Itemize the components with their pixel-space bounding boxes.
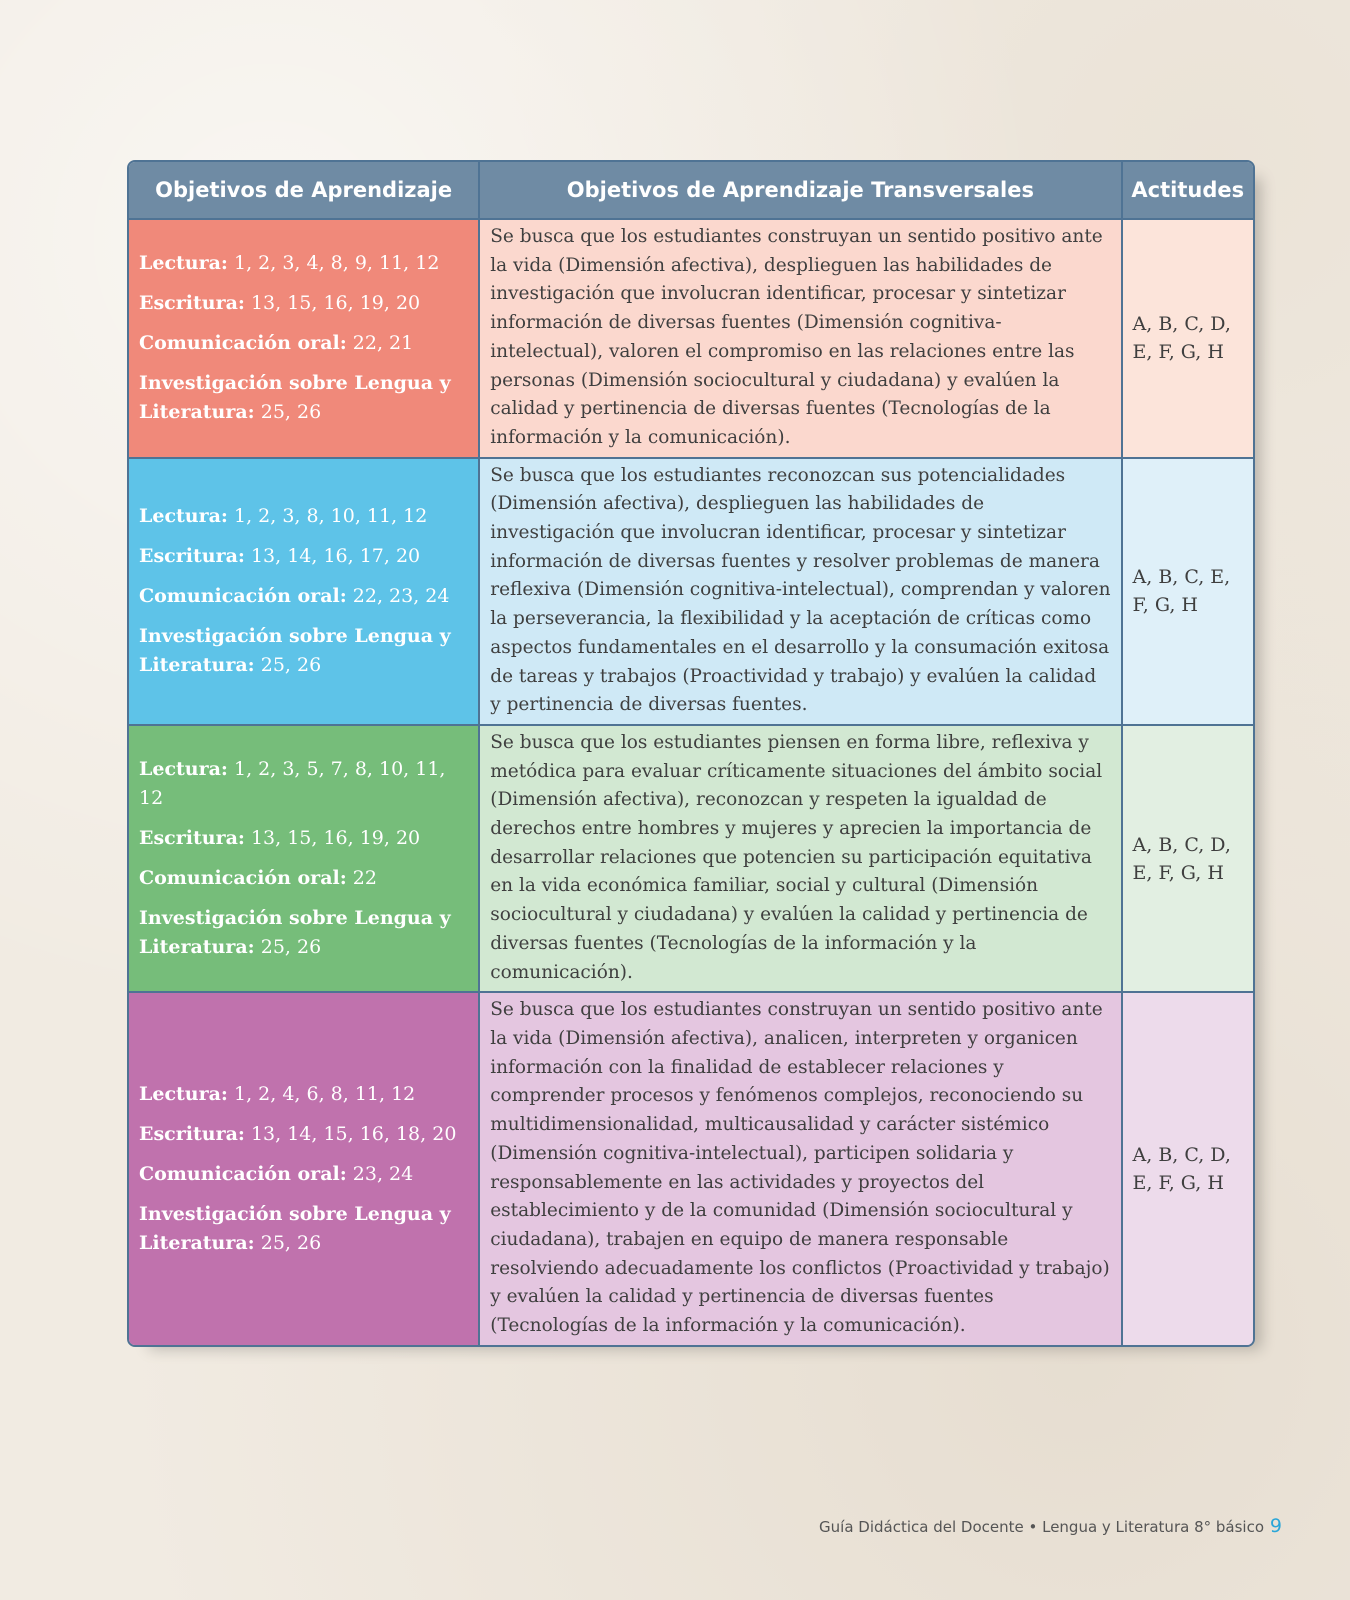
header-oat: Objetivos de Aprendizaje Transversales <box>479 162 1121 219</box>
oa-line-lectura: Lectura: 1, 2, 3, 5, 7, 8, 10, 11, 12 <box>139 758 446 810</box>
oa-line-escritura: Escritura: 13, 14, 16, 17, 20 <box>139 545 421 568</box>
attitudes-text: A, B, C, D, E, F, G, H <box>1132 313 1231 364</box>
oa-line-investigacion: Investigación sobre Lengua y Literatura: 25, 26 <box>139 1203 451 1254</box>
oa-line-investigacion: Investigación sobre Lengua y Literatura: 25, 26 <box>139 907 451 959</box>
oa-line-lectura: Lectura: 1, 2, 4, 6, 8, 11, 12 <box>139 1083 416 1105</box>
oa-line-comunicacion-oral: Comunicación oral: 23, 24 <box>139 1163 414 1185</box>
objectives-table-container <box>127 160 1255 1347</box>
table-row <box>129 725 1253 992</box>
header-oa: Objetivos de Aprendizaje <box>129 162 479 219</box>
oa-line-investigacion: Investigación sobre Lengua y Literatura: 25, 26 <box>139 372 451 424</box>
attitudes-cell <box>1122 725 1253 992</box>
attitudes-cell <box>1122 458 1253 725</box>
oa-line-comunicacion-oral: Comunicación oral: 22 <box>139 867 377 890</box>
oa-line-comunicacion-oral: Comunicación oral: 22, 23, 24 <box>139 585 450 608</box>
table-row <box>129 219 1253 458</box>
oa-cell <box>129 992 479 1344</box>
oa-line-escritura: Escritura: 13, 15, 16, 19, 20 <box>139 292 421 315</box>
oat-text: Se busca que los estudiantes piensen en forma libre, reflexiva y metódica para evaluar críticamente situaciones del ámbito social (Dimensión afectiva), reconozcan y respeten la igualdad de derechos entre hombres y mujeres y aprecien la importancia de desarrollar relaciones que potencien su participación equitativa en la vida económica familiar, social y cultural (Dimensión sociocultural y ciudadana) y evalúen la calidad y pertinencia de diversas fuentes (Tecnologías de la información y la comunicación). <box>490 731 1103 983</box>
oat-text: Se busca que los estudiantes reconozcan sus potencialidades (Dimensión afectiva), desplieguen las habilidades de investigación que involucran identificar, procesar y sintetizar información de diversas fuentes y resolver problemas de manera reflexiva (Dimensión cognitiva-intelectual), comprendan y valoren la perseverancia, la flexibilidad y la aceptación de críticas como aspectos fundamentales en el desarrollo y la consumación exitosa de tareas y trabajos (Proactividad y trabajo) y evalúen la calidad y pertinencia de diversas fuentes. <box>490 464 1111 716</box>
objectives-table <box>129 162 1253 1345</box>
oa-line-escritura: Escritura: 13, 15, 16, 19, 20 <box>139 827 421 850</box>
page-number: 9 <box>1269 1515 1282 1537</box>
oat-cell <box>479 219 1121 458</box>
oat-text: Se busca que los estudiantes construyan un sentido positivo ante la vida (Dimensión afectiva), analicen, interpreten y organicen información con la finalidad de establecer relaciones y comprender procesos y fenómenos complejos, reconociendo su multidimensionalidad, multicausalidad y carácter sistémico (Dimensión cognitiva-intelectual), participen solidaria y responsablemente en las actividades y proyectos del establecimiento y de la comunidad (Dimensión sociocultural y ciudadana), trabajen en equipo de manera responsable resolviendo adecuadamente los conflictos (Proactividad y trabajo) y evalúen la calidad y pertinencia de diversas fuentes (Tecnologías de la información y la comunicación). <box>490 999 1110 1337</box>
table-row <box>129 458 1253 725</box>
oat-cell <box>479 992 1121 1344</box>
page-footer: Guía Didáctica del Docente • Lengua y Literatura 8° básico <box>819 1518 1264 1536</box>
oat-cell <box>479 458 1121 725</box>
attitudes-text: A, B, C, E, F, G, H <box>1132 566 1231 617</box>
oat-text: Se busca que los estudiantes construyan un sentido positivo ante la vida (Dimensión afectiva), desplieguen las habilidades de investigación que involucran identificar, procesar y sintetizar información de diversas fuentes (Dimensión cognitiva-intelectual), valoren el compromiso en las relaciones entre las personas (Dimensión sociocultural y ciudadana) y evalúen la calidad y pertinencia de diversas fuentes (Tecnologías de la información y la comunicación). <box>490 226 1103 448</box>
attitudes-cell <box>1122 219 1253 458</box>
attitudes-cell <box>1122 992 1253 1344</box>
oa-line-comunicacion-oral: Comunicación oral: 22, 21 <box>139 332 414 355</box>
attitudes-text: A, B, C, D, E, F, G, H <box>1132 833 1231 884</box>
attitudes-text: A, B, C, D, E, F, G, H <box>1132 1144 1231 1194</box>
oa-cell <box>129 219 479 458</box>
oa-line-lectura: Lectura: 1, 2, 3, 4, 8, 9, 11, 12 <box>139 252 440 275</box>
table-row <box>129 992 1253 1344</box>
oa-cell <box>129 725 479 992</box>
table-header-row <box>129 162 1253 219</box>
oa-line-escritura: Escritura: 13, 14, 15, 16, 18, 20 <box>139 1123 457 1145</box>
oa-cell <box>129 458 479 725</box>
oa-line-investigacion: Investigación sobre Lengua y Literatura: 25, 26 <box>139 625 451 677</box>
oat-cell <box>479 725 1121 992</box>
oa-line-lectura: Lectura: 1, 2, 3, 8, 10, 11, 12 <box>139 505 428 528</box>
header-attitudes: Actitudes <box>1122 162 1253 219</box>
